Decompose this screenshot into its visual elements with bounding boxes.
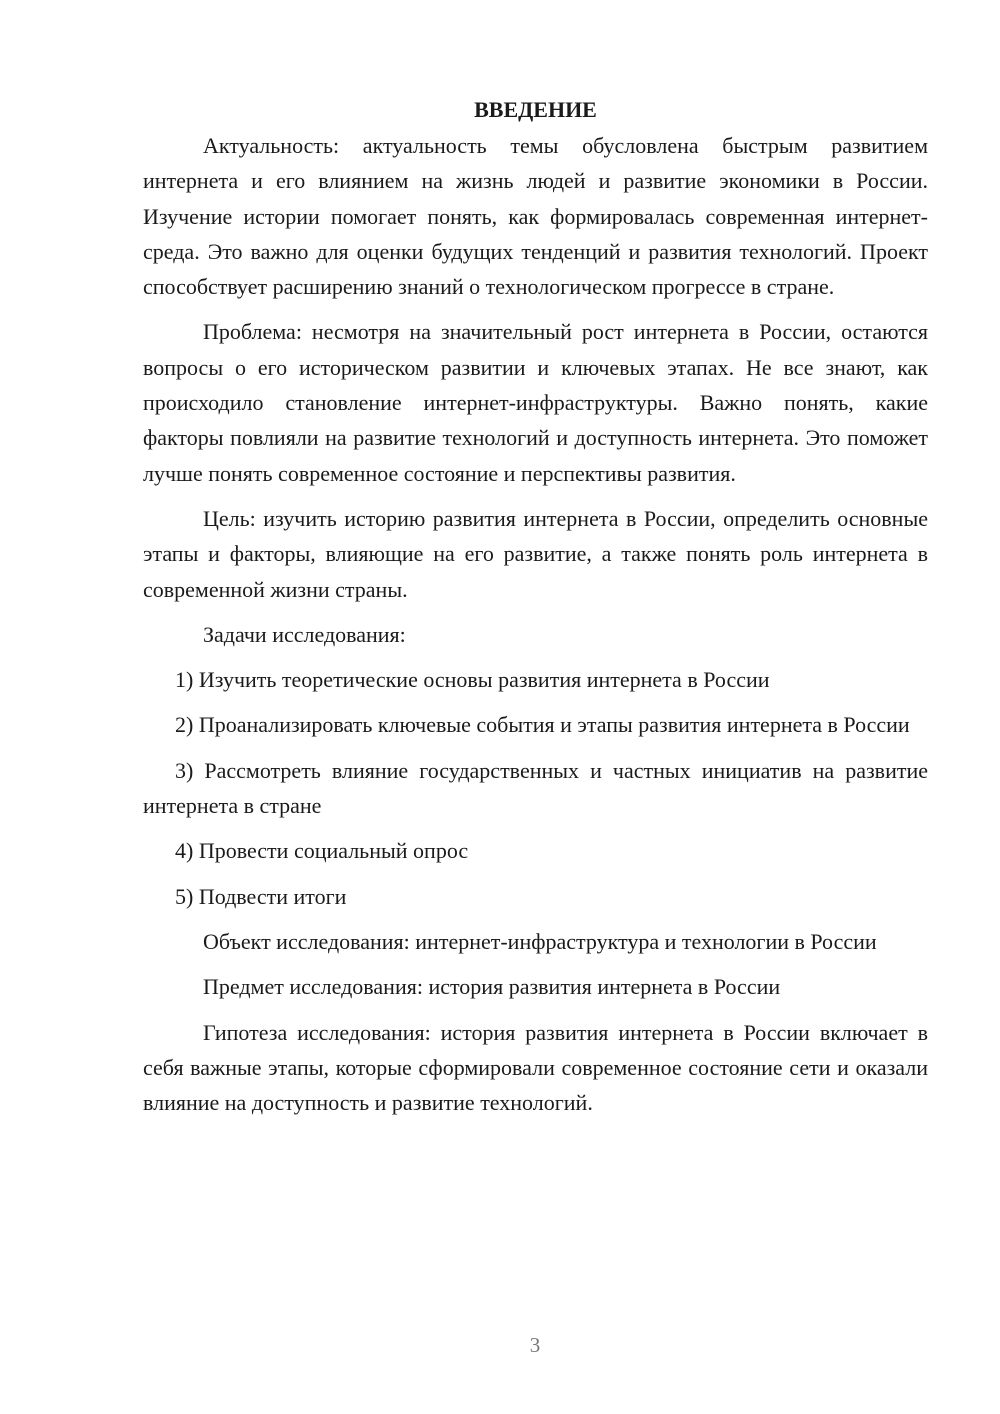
tasks-label: Задачи исследования: xyxy=(203,621,406,647)
task-item-5: 5) Подвести итоги xyxy=(175,883,347,909)
task-item-4: 4) Провести социальный опрос xyxy=(175,838,469,864)
document-page xyxy=(143,92,928,1130)
relevance-paragraph: Актуальность: актуальность темы обусловлена быстрым развитием интернета и его влиянием на жизнь людей и развитие экономики в России. Изучение истории помогает понять, как формировалась современная интернет-среда. Это важно для оценки будущих тенденций и развития технологий. Проект способствует расширению знаний о технологическом прогрессе в стране. xyxy=(143,133,928,300)
section-heading: ВВЕДЕНИЕ xyxy=(474,97,597,122)
subject-paragraph: Предмет исследования: история развития интернета в России xyxy=(203,974,781,1000)
task-item-1: 1) Изучить теоретические основы развития интернета в России xyxy=(175,667,770,693)
problem-paragraph: Проблема: несмотря на значительный рост интернета в России, остаются вопросы о его историческом развитии и ключевых этапах. Не все знают, как происходило становление интернет-инфраструктуры. Важно понять, какие факторы повлияли на развитие технологий и доступность интернета. Это поможет лучше понять современное состояние и перспективы развития. xyxy=(143,319,928,486)
task-item-3: 3) Рассмотреть влияние государственных и частных инициатив на развитие интернета в стране xyxy=(143,757,928,819)
task-item-2: 2) Проанализировать ключевые события и этапы развития интернета в России xyxy=(175,712,910,738)
object-paragraph: Объект исследования: интернет-инфраструктура и технологии в России xyxy=(203,928,877,954)
goal-paragraph: Цель: изучить историю развития интернета в России, определить основные этапы и факторы, влияющие на его развитие, а также понять роль интернета в современной жизни страны. xyxy=(143,505,928,602)
page-number: 3 xyxy=(529,1333,541,1357)
hypothesis-paragraph: Гипотеза исследования: история развития интернета в России включает в себя важные этапы, которые сформировали современное состояние сети и оказали влияние на доступность и развитие технологий. xyxy=(143,1019,928,1116)
